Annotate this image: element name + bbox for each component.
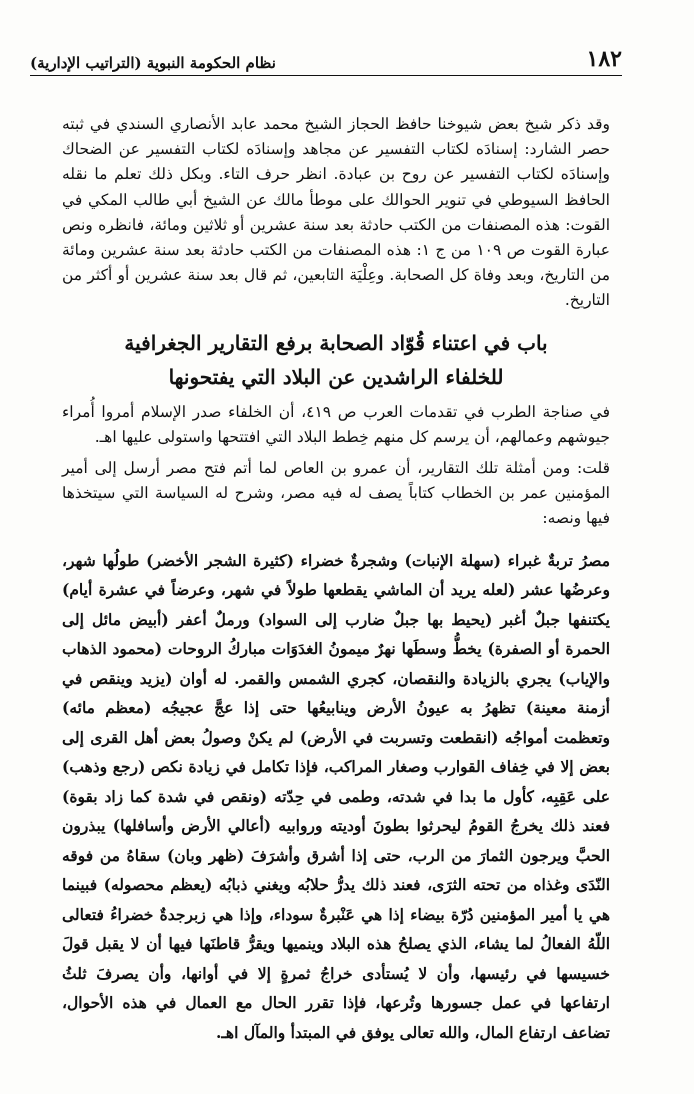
page-header (30, 44, 622, 76)
chapter-title (62, 326, 610, 394)
chapter-title-line-2: للخلفاء الراشدين عن البلاد التي يفتحونها (168, 364, 504, 389)
running-title: نظام الحكومة النبوية (التراتيب الإدارية) (30, 54, 276, 72)
chapter-title-line-1: باب في اعتناء قُوّاد الصحابة برفع التقارير الجغرافية (124, 330, 548, 355)
intro-paragraph: وقد ذكر شيخ بعض شيوخنا حافظ الحجاز الشيخ محمد عابد الأنصاري السندي في ثبته حصر الشارد: إسنادَه لكتاب التفسير عن مجاهد وإسنادَه لكتاب التفسير عن الضحاك وإسنادَه لكتاب التفسير عن روح بن عبادة. انظر حرف التاء. وبكل ذلك تعلم ما نقله الحافظ السيوطي في تنوير الحوالك على موطأ مالك عن الشيخ أبي طالب المكي في القوت: هذه المصنفات من الكتب حادثة بعد سنة عشرين أو ثلاثين ومائة، فانظره ونص عبارة القوت ص ١٠٩ من ج ١: هذه المصنفات من الكتب حادثة بعد سنة عشرين ومائة من التاريخ، وبعد وفاة كل الصحابة. وعِلْيَة التابعين، ثم قال بعد سنة عشرين أو أكثر من التاريخ. (62, 115, 610, 310)
page-number: ١٨٢ (586, 46, 622, 72)
source-paragraph: في صناجة الطرب في تقدمات العرب ص ٤١٩، أن الخلفاء صدر الإسلام أمروا أُمراء جيوشهم وعمالهم، أن يرسم كل منهم خِطط البلاد التي افتتحها واستولى عليها اهـ. (62, 402, 610, 446)
commentary-paragraph: قلت: ومن أمثلة تلك التقارير، أن عمرو بن العاص لما أتم فتح مصر أرسل إلى أمير المؤمنين عمر بن الخطاب كتاباً يصف له فيه مصر، وشرح له السياسة التي سيتخذها فيها ونصه: (62, 459, 610, 528)
letter-text: مصرُ تربةٌ غبراء (سهلة الإنبات) وشجرةٌ خضراء (كثيرة الشجر الأخضر) طولُها شهر، وعرضُها عشر (لعله يريد أن الماشي يقطعها طولاً في شهر، وعرضاً في عشرة أيام) يكتنفها جبلٌ أغبر (يحيط بها جبلٌ ضارب إلى السواد) ورملٌ أعفر (أبيض مائل إلى الحمرة أو الصفرة) يخطُّ وسطَها نهرٌ ميمونُ الغدَوَات مباركُ الروحات (محمود الذهاب والإياب) يجري بالزيادة والنقصان، كجري الشمس والقمر. له أوان (يزيد وينقص في أزمنة معينة) تظهرُ به عيونُ الأرض وينابيعُها حتى إذا عجَّ عجيجُه (معظم مائه) وتعظمت أمواجُه (انقطعت وتسربت في الأرض) لم يكنْ وصولُ بعض أهل القرى إلى بعض إلا في خِفاف القوارب وصغار المراكب، فإذا تكامل في زيادة نكص (رجع وذهب) على عَقِبِه، كأول ما بدا في شدته، وطمى في حِدّته (ونقص في شدة كما زاد بقوة) فعند ذلك يخرجُ القومُ ليحرثوا بطونَ أوديته وروابيه (أعالي الأرض وأسافلها) يبذرون الحبَّ ويرجون الثمارَ من الرب، حتى إذا أشرق وأشرَفَ (ظهر وبان) سقاهُ من فوقه النّدَى وغذاه من تحته الثرَى، فعند ذلك يدرُّ حلابُه ويغني ذبابُه (يعظم محصوله) فبينما هي يا أمير المؤمنين دُرّة بيضاء إذا هي عَنْبرةٌ سوداء، وإذا هي زبرجدةٌ خضراءُ فتعالى اللّهُ الفعالُ لما يشاء، الذي يصلحُ هذه البلاد وينميها ويقرُّ قاطنَها فيها أن لا يقبل قولَ خسيسها في رئيسها، وأن لا يُستأدى خراجُ ثمرةٍ إلا في أوانها، وأن يصرفَ ثلثُ ارتفاعها في عمل جسورها وتُرعها، فإذا تقرر الحال مع العمال في هذه الأحوال، تضاعف ارتفاع المال، والله تعالى يوفق في المبتدأ والمآل اهـ. (62, 550, 610, 1042)
page-body (62, 112, 610, 1047)
